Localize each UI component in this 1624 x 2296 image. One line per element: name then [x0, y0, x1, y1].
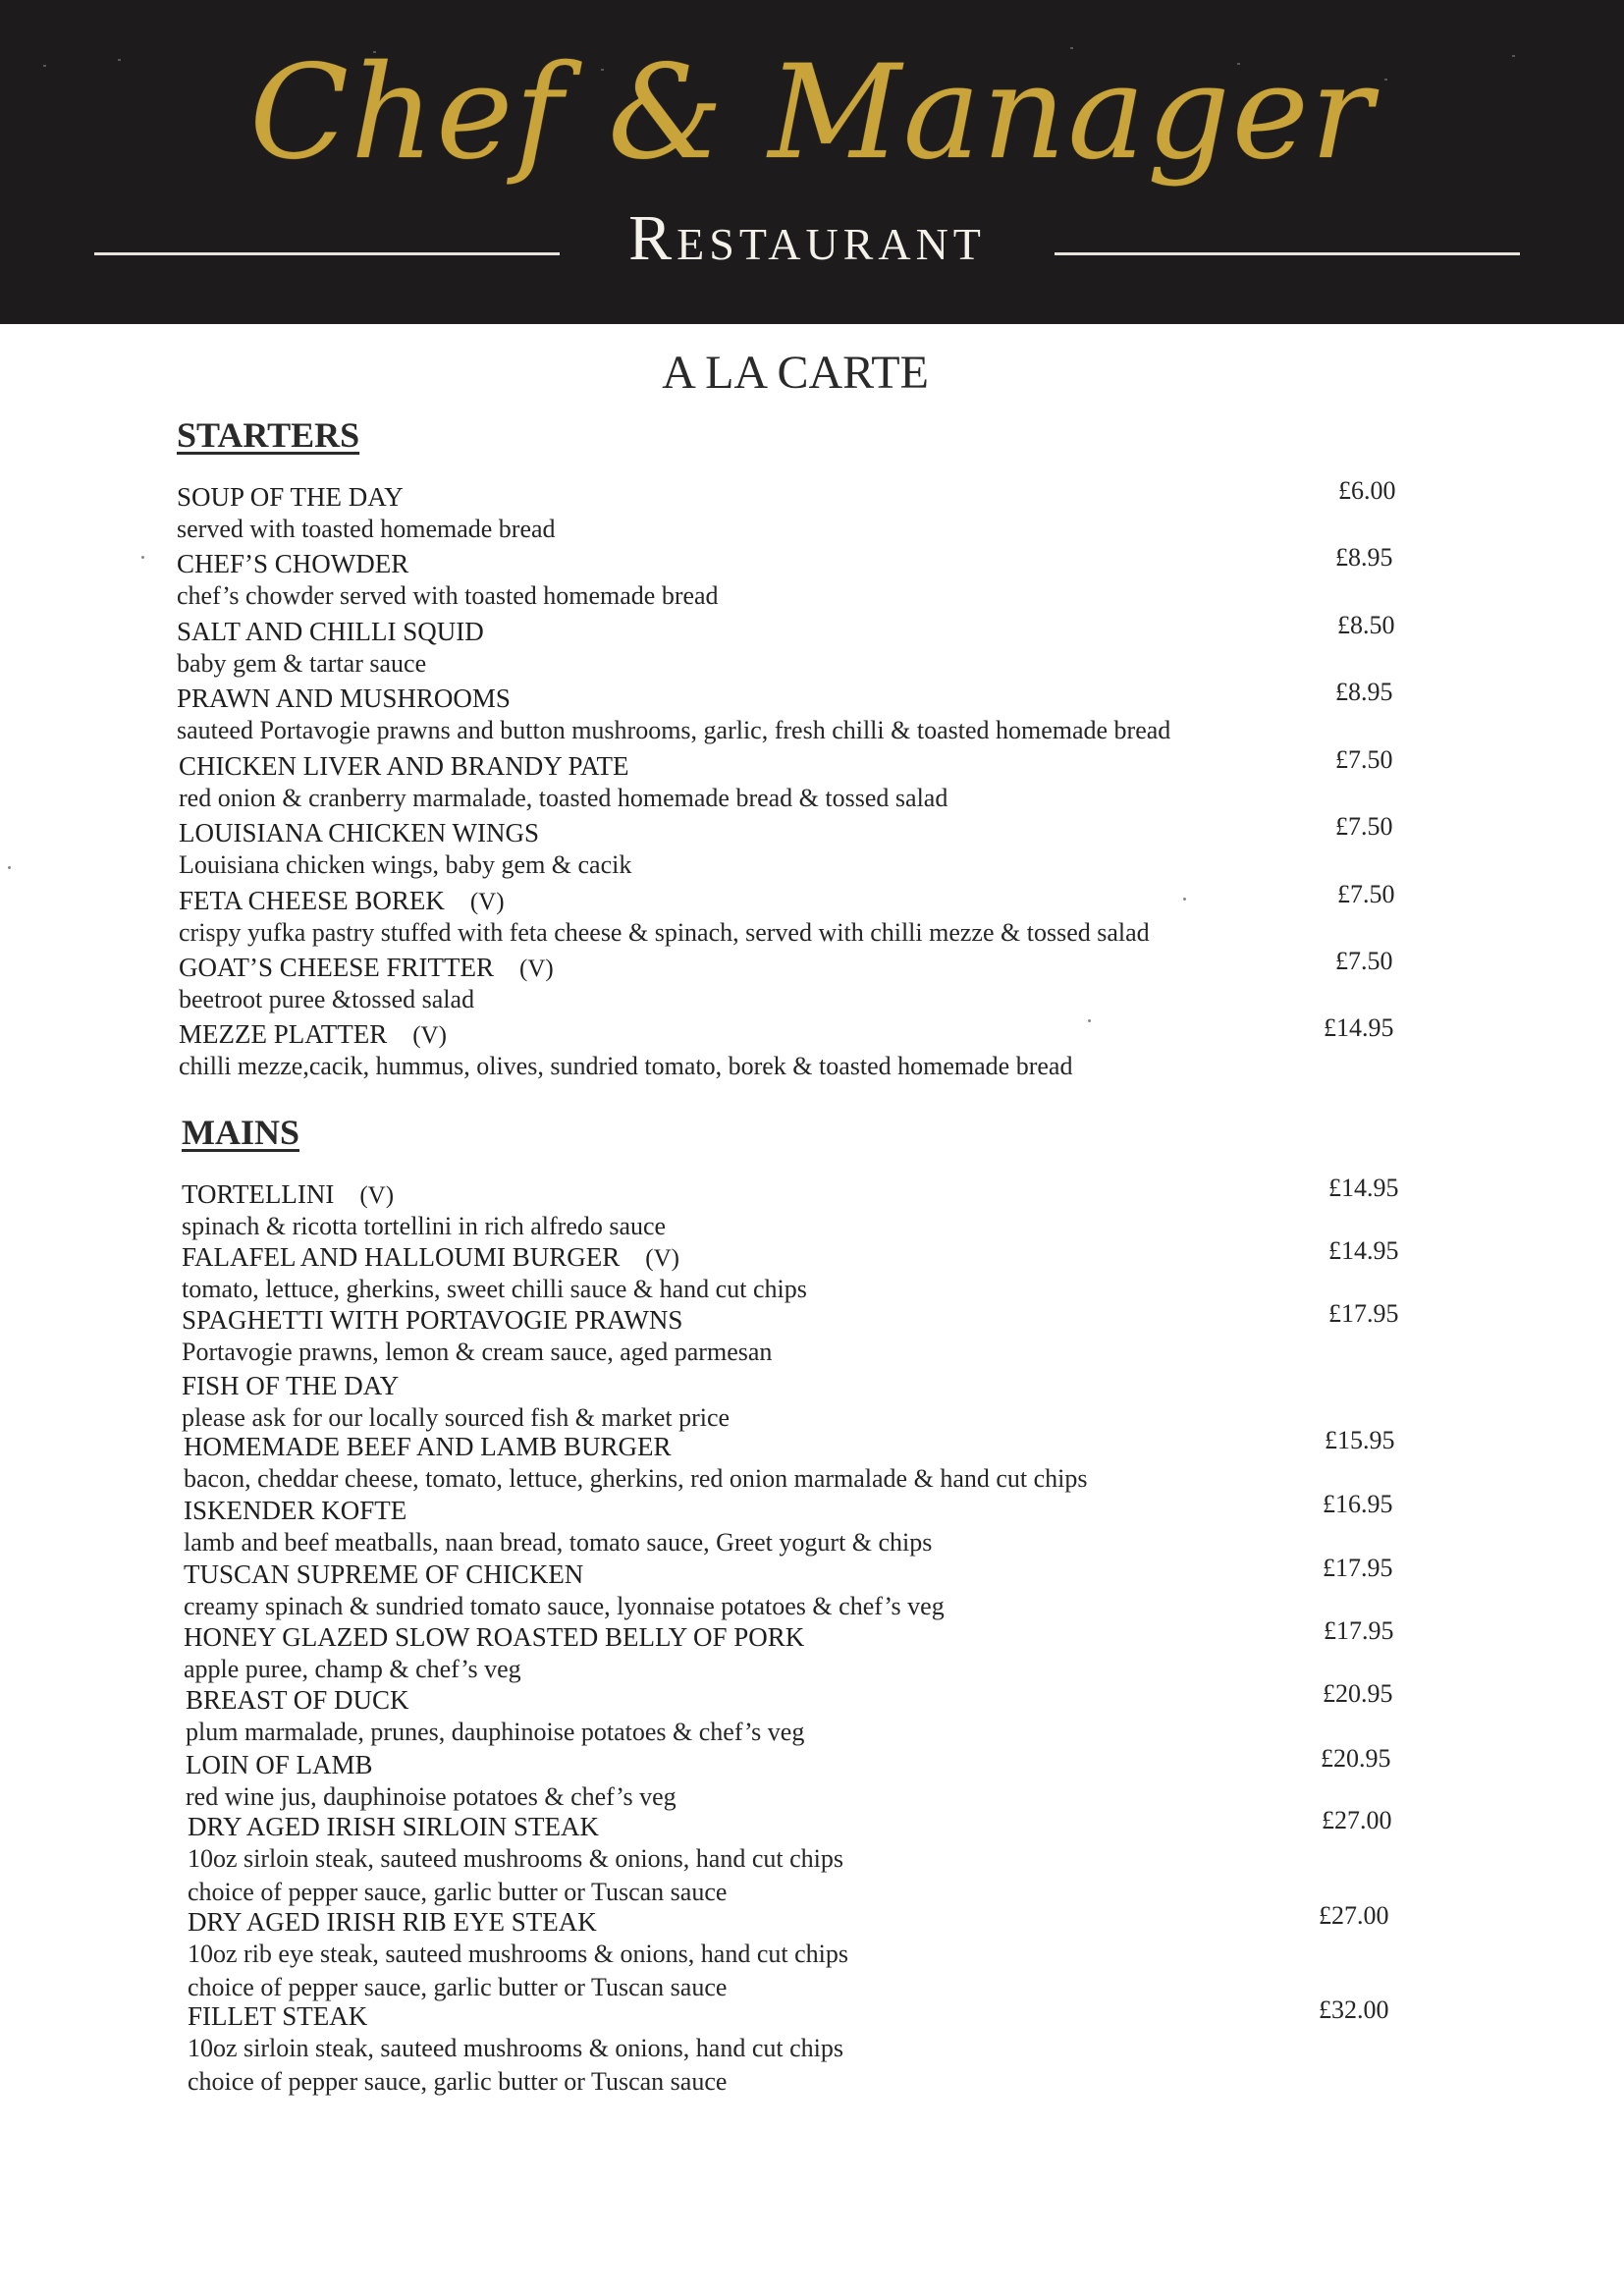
- menu-item-price: £14.95: [1324, 1013, 1394, 1042]
- menu-item-price: £27.00: [1322, 1806, 1392, 1834]
- menu-item-description: 10oz sirloin steak, sauteed mushrooms & onions, hand cut chips: [188, 1844, 843, 1873]
- menu-item-price: £15.95: [1325, 1426, 1395, 1454]
- menu-item-name-text: TORTELLINI: [182, 1179, 335, 1209]
- menu-item-description: chilli mezze,cacik, hummus, olives, sundried tomato, borek & toasted homemade bread: [179, 1052, 1073, 1080]
- menu-item-name: [177, 682, 511, 715]
- menu-item-price: £7.50: [1335, 812, 1393, 841]
- header-divider-right: [1055, 252, 1520, 255]
- header-divider-left: [94, 252, 560, 255]
- scan-speck: [1183, 898, 1186, 901]
- menu-item-description: red onion & cranberry marmalade, toasted homemade bread & tossed salad: [179, 784, 948, 812]
- menu-item-name-text: BREAST OF DUCK: [186, 1685, 409, 1715]
- menu-item-description: served with toasted homemade bread: [177, 515, 556, 543]
- menu-item-name-text: HONEY GLAZED SLOW ROASTED BELLY OF PORK: [184, 1622, 805, 1652]
- menu-item-price: £16.95: [1323, 1490, 1393, 1518]
- menu-item-name: [177, 480, 404, 514]
- menu-item-name: [182, 1303, 682, 1337]
- menu-item-name-text: DRY AGED IRISH SIRLOIN STEAK: [188, 1812, 600, 1841]
- vegetarian-marker: (V): [469, 889, 505, 915]
- menu-item-description: crispy yufka pastry stuffed with feta cheese & spinach, served with chilli mezze & tossed salad: [179, 918, 1150, 947]
- restaurant-logo-script: Chef & Manager: [249, 37, 1375, 189]
- menu-item-price: £17.95: [1324, 1616, 1394, 1645]
- menu-item-name-text: FETA CHEESE BOREK: [179, 886, 445, 915]
- menu-item-description: 10oz sirloin steak, sauteed mushrooms & onions, hand cut chips: [188, 2034, 843, 2062]
- menu-item-name: [179, 816, 539, 849]
- scan-speck: [8, 866, 11, 869]
- vegetarian-marker: (V): [519, 956, 554, 982]
- menu-item-price: £8.95: [1335, 543, 1393, 572]
- menu-item-name-text: HOMEMADE BEEF AND LAMB BURGER: [184, 1432, 672, 1461]
- menu-item-description: sauteed Portavogie prawns and button mushrooms, garlic, fresh chilli & toasted homemade bread: [177, 716, 1171, 744]
- menu-item-name: [182, 1369, 399, 1402]
- menu-item-price: £6.00: [1338, 476, 1396, 505]
- menu-item-name-text: PRAWN AND MUSHROOMS: [177, 683, 511, 713]
- scan-speck: [1088, 1019, 1091, 1022]
- menu-item-price: £7.50: [1335, 745, 1393, 774]
- menu-item-name-text: SOUP OF THE DAY: [177, 482, 404, 512]
- menu-item-price: £20.95: [1323, 1679, 1393, 1708]
- menu-item-description: red wine jus, dauphinoise potatoes & chef’s veg: [186, 1782, 677, 1811]
- menu-item-description: spinach & ricotta tortellini in rich alfredo sauce: [182, 1212, 667, 1240]
- menu-item-description: apple puree, champ & chef’s veg: [184, 1655, 521, 1683]
- menu-item-name: [179, 749, 629, 783]
- menu-item-name: [184, 1494, 406, 1527]
- menu-item-description: bacon, cheddar cheese, tomato, lettuce, gherkins, red onion marmalade & hand cut chips: [184, 1464, 1088, 1493]
- menu-item-name: [186, 1683, 409, 1717]
- menu-item-name-text: LOUISIANA CHICKEN WINGS: [179, 818, 539, 847]
- menu-item-name-text: ISKENDER KOFTE: [184, 1496, 407, 1525]
- menu-item-price: £8.95: [1335, 678, 1393, 706]
- restaurant-header: [0, 0, 1624, 324]
- menu-item-description: choice of pepper sauce, garlic butter or Tuscan sauce: [188, 2067, 728, 2096]
- menu-item-description: baby gem & tartar sauce: [177, 649, 427, 678]
- menu-item-name: [177, 547, 408, 580]
- menu-item-description: 10oz rib eye steak, sauteed mushrooms & onions, hand cut chips: [188, 1940, 848, 1968]
- menu-item-name-text: FALAFEL AND HALLOUMI BURGER: [182, 1242, 621, 1272]
- menu-item-name: [188, 1905, 597, 1939]
- menu-item-name-text: CHEF’S CHOWDER: [177, 549, 409, 578]
- menu-item-name: [179, 951, 554, 986]
- menu-item-name-text: LOIN OF LAMB: [186, 1750, 373, 1779]
- menu-item-description: choice of pepper sauce, garlic butter or Tuscan sauce: [188, 1973, 728, 2001]
- menu-item-name: [179, 1017, 447, 1053]
- menu-item-name: [184, 1620, 804, 1654]
- menu-item-description: chef’s chowder served with toasted homemade bread: [177, 581, 719, 610]
- menu-item-name: [188, 1810, 599, 1843]
- menu-item-name-text: CHICKEN LIVER AND BRANDY PATE: [179, 751, 629, 781]
- menu-item-name-text: FILLET STEAK: [188, 2001, 368, 2031]
- menu-item-description: lamb and beef meatballs, naan bread, tomato sauce, Greet yogurt & chips: [184, 1528, 933, 1557]
- scan-speck: [141, 556, 144, 559]
- vegetarian-marker: (V): [359, 1182, 395, 1209]
- starters-heading: STARTERS: [177, 415, 360, 455]
- menu-item-name: [186, 1748, 373, 1781]
- menu-item-price: £7.50: [1337, 880, 1395, 908]
- menu-item-price: £27.00: [1319, 1901, 1389, 1930]
- menu-item-description: plum marmalade, prunes, dauphinoise potatoes & chef’s veg: [186, 1718, 805, 1746]
- menu-item-name-text: FISH OF THE DAY: [182, 1371, 400, 1400]
- menu-item-name: [182, 1177, 394, 1213]
- menu-item-price: £8.50: [1337, 611, 1395, 639]
- menu-item-name-text: GOAT’S CHEESE FRITTER: [179, 953, 495, 982]
- restaurant-logo-subtitle: Restaurant: [628, 202, 986, 274]
- vegetarian-marker: (V): [412, 1022, 447, 1049]
- menu-item-name: [184, 1430, 672, 1463]
- menu-item-description: tomato, lettuce, gherkins, sweet chilli sauce & hand cut chips: [182, 1275, 807, 1303]
- menu-item-name-text: MEZZE PLATTER: [179, 1019, 388, 1049]
- menu-item-name-text: DRY AGED IRISH RIB EYE STEAK: [188, 1907, 597, 1937]
- menu-item-price: £14.95: [1328, 1174, 1399, 1202]
- menu-item-name: [184, 1558, 583, 1591]
- menu-item-price: £20.95: [1321, 1744, 1391, 1773]
- menu-item-description: Portavogie prawns, lemon & cream sauce, aged parmesan: [182, 1338, 773, 1366]
- menu-item-description: Louisiana chicken wings, baby gem & cacik: [179, 850, 632, 879]
- vegetarian-marker: (V): [645, 1245, 679, 1272]
- menu-item-price: £7.50: [1335, 947, 1393, 975]
- menu-item-description: beetroot puree &tossed salad: [179, 985, 475, 1013]
- menu-item-name: [179, 884, 505, 919]
- menu-item-name-text: TUSCAN SUPREME OF CHICKEN: [184, 1559, 584, 1589]
- menu-item-price: £32.00: [1319, 1995, 1389, 2024]
- menu-item-description: choice of pepper sauce, garlic butter or Tuscan sauce: [188, 1878, 728, 1906]
- menu-item-price: £14.95: [1328, 1236, 1399, 1265]
- menu-item-description: creamy spinach & sundried tomato sauce, lyonnaise potatoes & chef’s veg: [184, 1592, 945, 1620]
- menu-title: A LA CARTE: [662, 347, 929, 399]
- mains-heading: MAINS: [182, 1113, 300, 1152]
- menu-item-price: £17.95: [1328, 1299, 1399, 1328]
- menu-item-name: [188, 1999, 367, 2033]
- menu-item-price: £17.95: [1323, 1554, 1393, 1582]
- menu-item-name-text: SALT AND CHILLI SQUID: [177, 617, 484, 646]
- menu-item-name-text: SPAGHETTI WITH PORTAVOGIE PRAWNS: [182, 1305, 683, 1335]
- menu-item-name: [182, 1240, 679, 1276]
- menu-item-name: [177, 615, 484, 648]
- menu-item-description: please ask for our locally sourced fish & market price: [182, 1403, 731, 1432]
